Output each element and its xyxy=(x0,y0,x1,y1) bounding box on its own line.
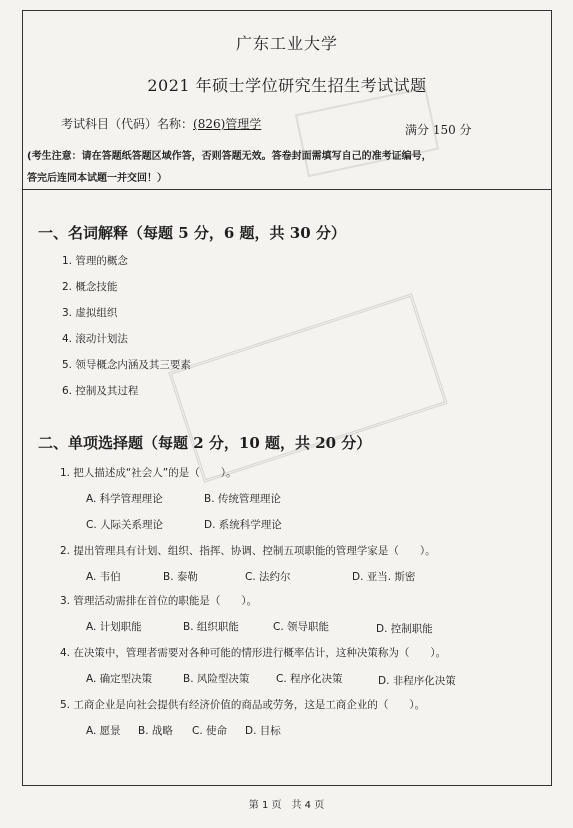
exam-title: 2021 年硕士学位研究生招生考试试题 xyxy=(147,76,427,95)
option-2a: A. 韦伯 xyxy=(86,571,121,583)
option-5a: A. 愿景 xyxy=(86,725,121,737)
term-item: 3. 虚拟组织 xyxy=(62,307,118,319)
option-5c: C. 使命 xyxy=(192,725,228,737)
university-name: 广东工业大学 xyxy=(235,34,338,53)
option-3d: D. 控制职能 xyxy=(376,623,433,635)
term-item: 2. 概念技能 xyxy=(62,281,118,293)
subject-value: (826)管理学 xyxy=(193,117,262,131)
subject-line xyxy=(61,115,261,132)
subject-label: 考试科目（代码）名称： xyxy=(61,117,194,131)
option-1a: A. 科学管理理论 xyxy=(86,493,163,505)
candidate-notice xyxy=(27,146,549,190)
term-item: 1. 管理的概念 xyxy=(62,255,128,267)
term-item: 6. 控制及其过程 xyxy=(62,385,139,397)
option-5b: B. 战略 xyxy=(138,725,173,737)
notice-line-2: 答完后连同本试题一并交回！） xyxy=(27,173,167,184)
option-4b: B. 风险型决策 xyxy=(183,673,250,685)
header-box xyxy=(23,11,551,190)
option-1d: D. 系统科学理论 xyxy=(204,519,282,531)
option-3b: B. 组织职能 xyxy=(183,621,239,633)
section-2-heading: 二、单项选择题（每题 2 分，10 题，共 20 分） xyxy=(38,434,372,452)
option-2b: B. 泰勒 xyxy=(163,571,198,583)
option-4a: A. 确定型决策 xyxy=(86,673,153,685)
option-3a: A. 计划职能 xyxy=(86,621,142,633)
section-1-heading: 一、名词解释（每题 5 分，6 题，共 30 分） xyxy=(38,224,346,242)
question-1: 1. 把人描述成“社会人”的是（ ）。 xyxy=(60,467,237,479)
term-item: 5. 领导概念内涵及其三要素 xyxy=(62,359,191,371)
question-5: 5. 工商企业是向社会提供有经济价值的商品或劳务，这是工商企业的（ ）。 xyxy=(60,699,426,711)
notice-line-1: (考生注意：请在答题纸答题区域作答，否则答题无效。答卷封面需填写自己的准考证编号， xyxy=(27,151,432,162)
option-1b: B. 传统管理理论 xyxy=(204,493,281,505)
option-1c: C. 人际关系理论 xyxy=(86,519,164,531)
full-score: 满分 150 分 xyxy=(405,123,472,137)
page-bottom-rule xyxy=(22,785,552,786)
page-number: 第 1 页 共 4 页 xyxy=(248,800,325,811)
term-item: 4. 滚动计划法 xyxy=(62,333,128,345)
question-3: 3. 管理活动需排在首位的职能是（ ）。 xyxy=(60,595,258,607)
question-4: 4. 在决策中，管理者需要对各种可能的情形进行概率估计，这种决策称为（ ）。 xyxy=(60,647,447,659)
option-4d: D. 非程序化决策 xyxy=(378,675,456,687)
question-2: 2. 提出管理具有计划、组织、指挥、协调、控制五项职能的管理学家是（ ）。 xyxy=(60,545,436,557)
option-4c: C. 程序化决策 xyxy=(276,673,343,685)
option-3c: C. 领导职能 xyxy=(273,621,330,633)
option-5d: D. 目标 xyxy=(245,725,281,737)
option-2c: C. 法约尔 xyxy=(245,571,291,583)
option-2d: D. 亚当. 斯密 xyxy=(352,571,416,583)
